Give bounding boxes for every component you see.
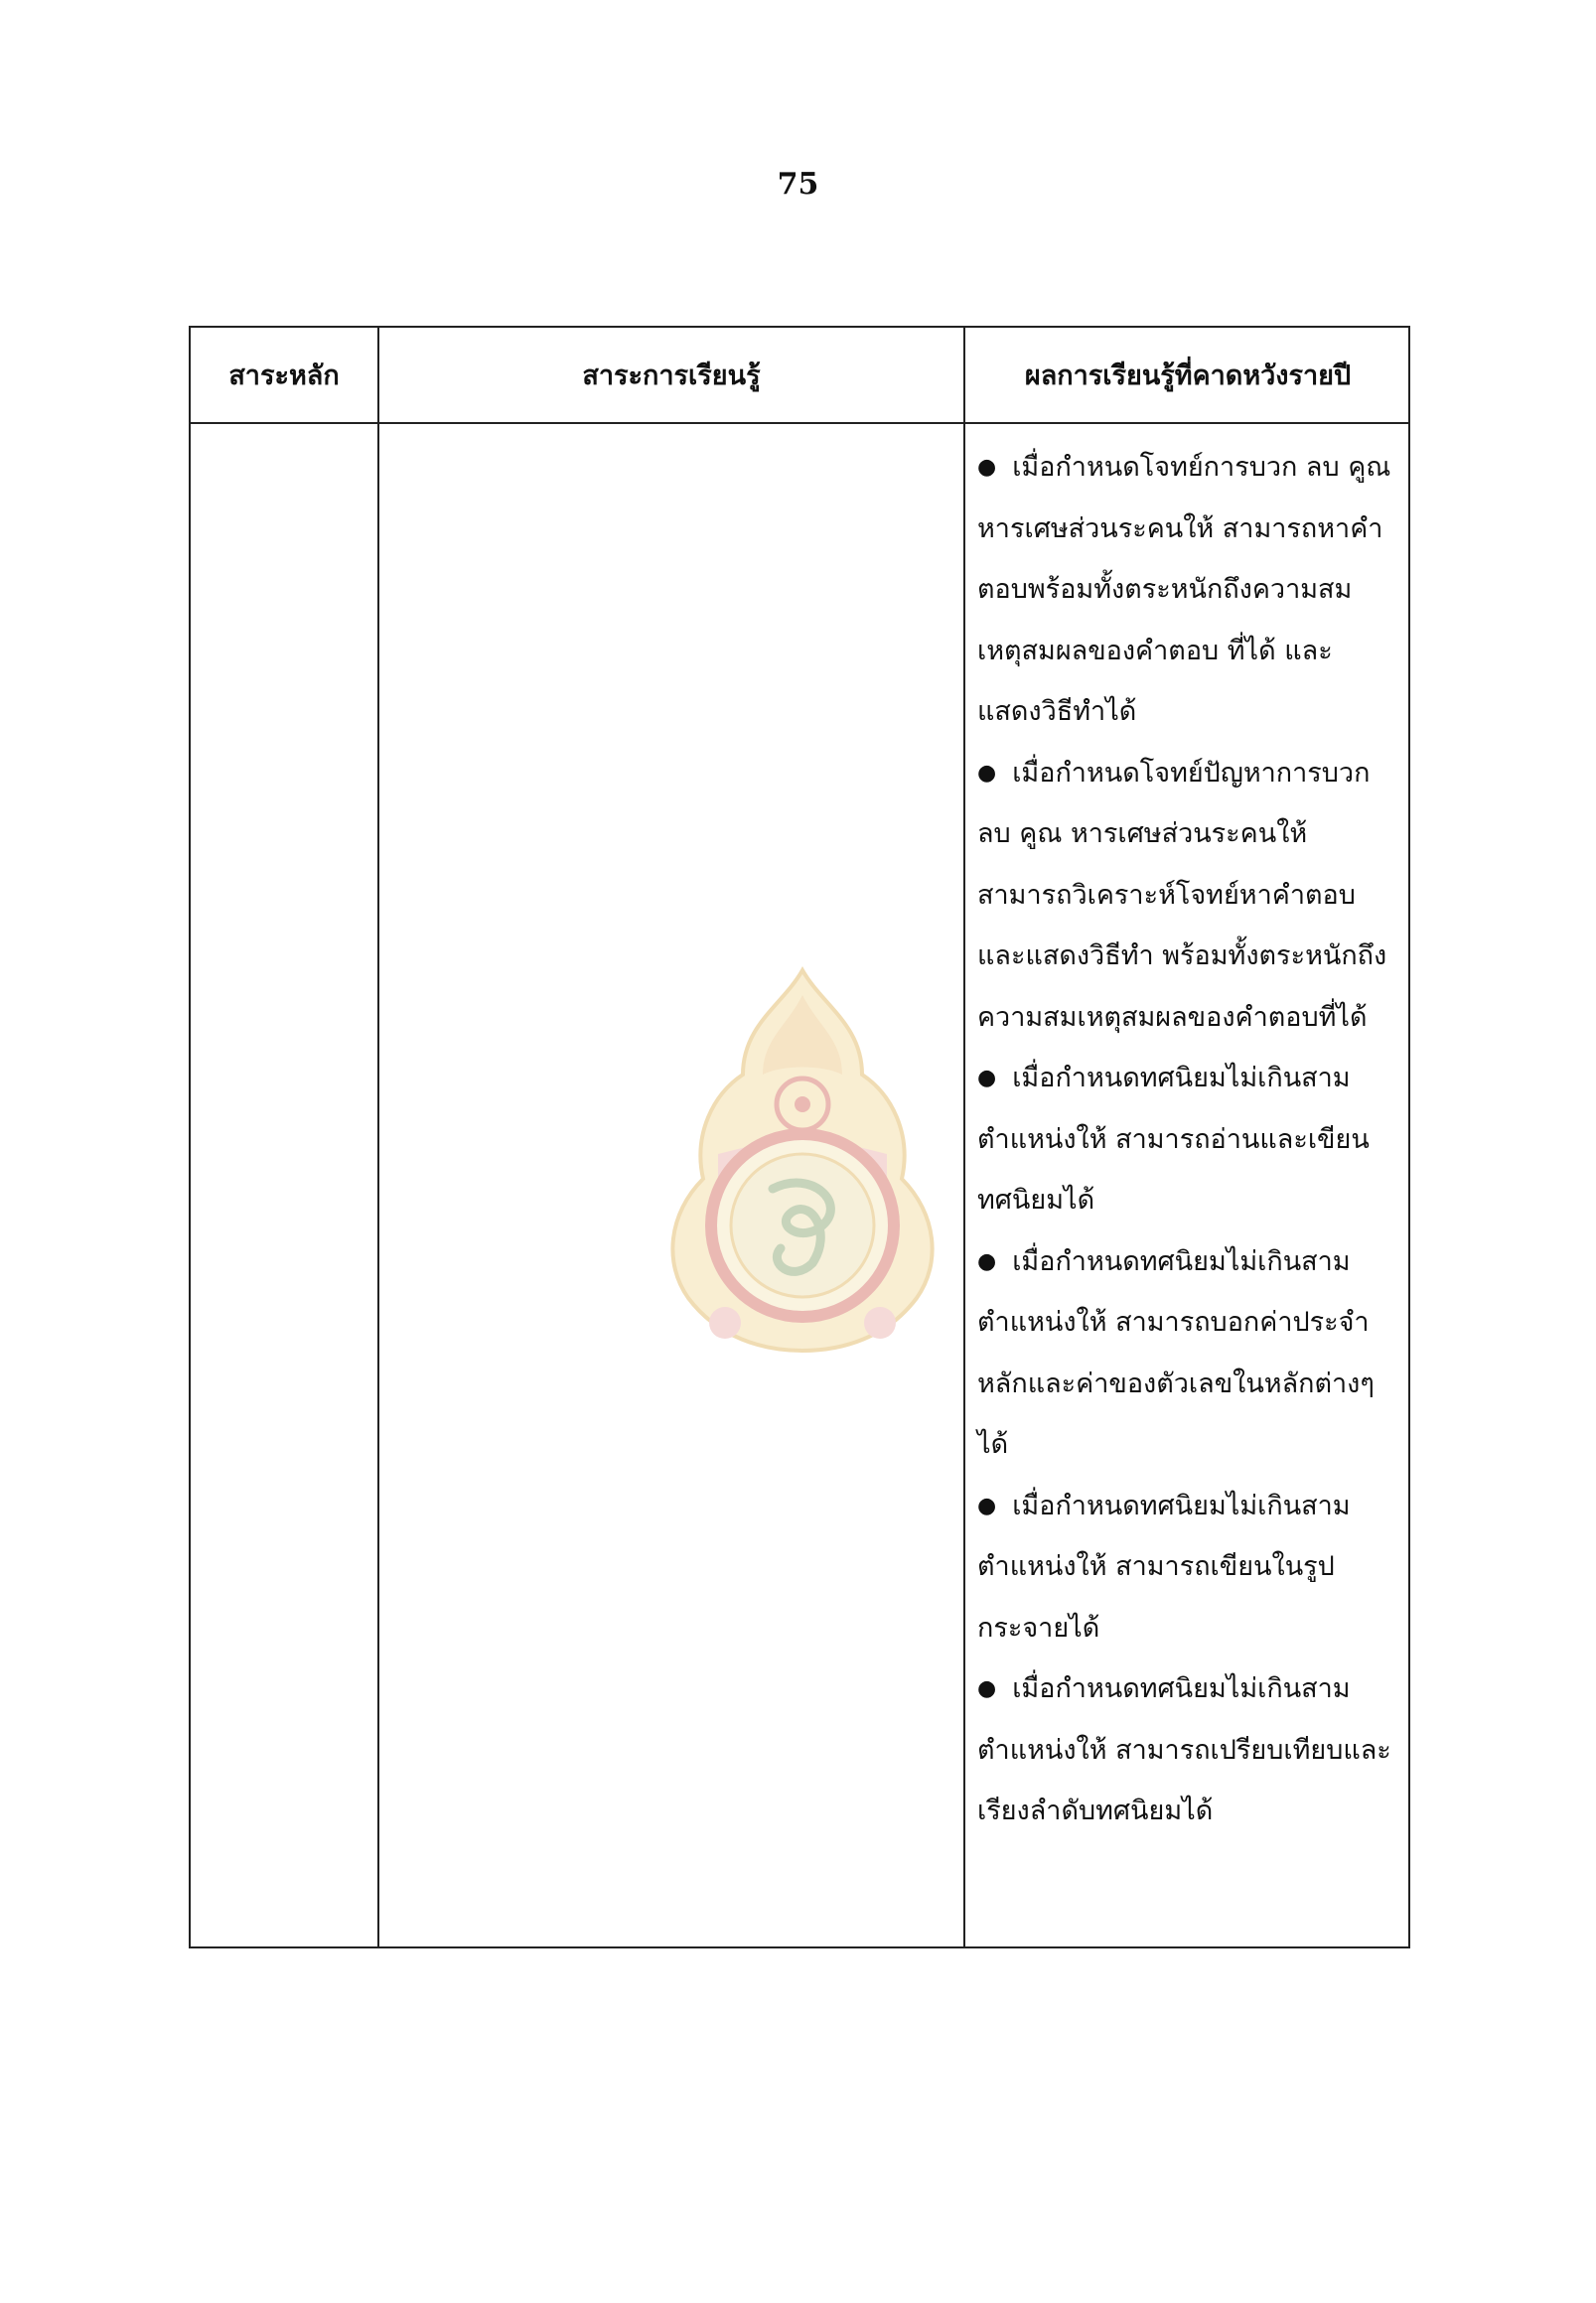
bullet-icon: ● [977,1066,997,1090]
outcome-text: เมื่อกำหนดทศนิยมไม่เกินสามตำแหน่งให้ สามารถอ่านและเขียนทศนิยมได้ [977,1063,1370,1216]
column-divider [963,328,965,1946]
outcome-text: เมื่อกำหนดทศนิยมไม่เกินสามตำแหน่งให้ สามารถเปรียบเทียบและเรียงลำดับทศนิยมได้ [977,1673,1391,1826]
outcome-text: เมื่อกำหนดโจทย์ปัญหาการบวก ลบ คูณ หารเศษส่วนระคนให้ สามารถวิเคราะห์โจทย์หาคำตอบและแสดงวิธีทำ พร้อมทั้งตระหนักถึงความสมเหตุสมผลของคำตอบที่ได้ [977,757,1387,1033]
bullet-icon: ● [977,1676,997,1701]
header-learning-content: สาระการเรียนรู้ [582,360,761,391]
outcome-item [977,1476,1394,1659]
bullet-icon: ● [977,760,997,786]
emblem-watermark-icon [663,965,942,1353]
outcome-text: เมื่อกำหนดโจทย์การบวก ลบ คูณ หารเศษส่วนระคนให้ สามารถหาคำตอบพร้อมทั้งตระหนักถึงความสมเหตุสมผลของคำตอบ ที่ได้ และแสดงวิธีทำได้ [977,452,1391,727]
page-number: 75 [777,167,819,202]
outcome-item [977,1048,1394,1231]
expected-outcomes-list [977,437,1394,1842]
bullet-icon: ● [977,1493,997,1518]
header-divider [191,422,1408,424]
column-divider [377,328,379,1946]
outcome-item [977,1231,1394,1476]
outcome-text: เมื่อกำหนดทศนิยมไม่เกินสามตำแหน่งให้ สามารถเขียนในรูปกระจายได้ [977,1490,1351,1644]
outcome-text: เมื่อกำหนดทศนิยมไม่เกินสามตำแหน่งให้ สามารถบอกค่าประจำหลักและค่าของตัวเลขในหลักต่างๆ ได้ [977,1245,1375,1460]
bullet-icon: ● [977,1248,997,1274]
header-core-content: สาระหลัก [228,360,340,391]
bullet-icon: ● [977,455,997,480]
outcome-item [977,1658,1394,1842]
outcome-item [977,743,1394,1049]
outcome-item [977,437,1394,743]
header-expected-outcomes: ผลการเรียนรู้ที่คาดหวังรายปี [1024,360,1352,391]
